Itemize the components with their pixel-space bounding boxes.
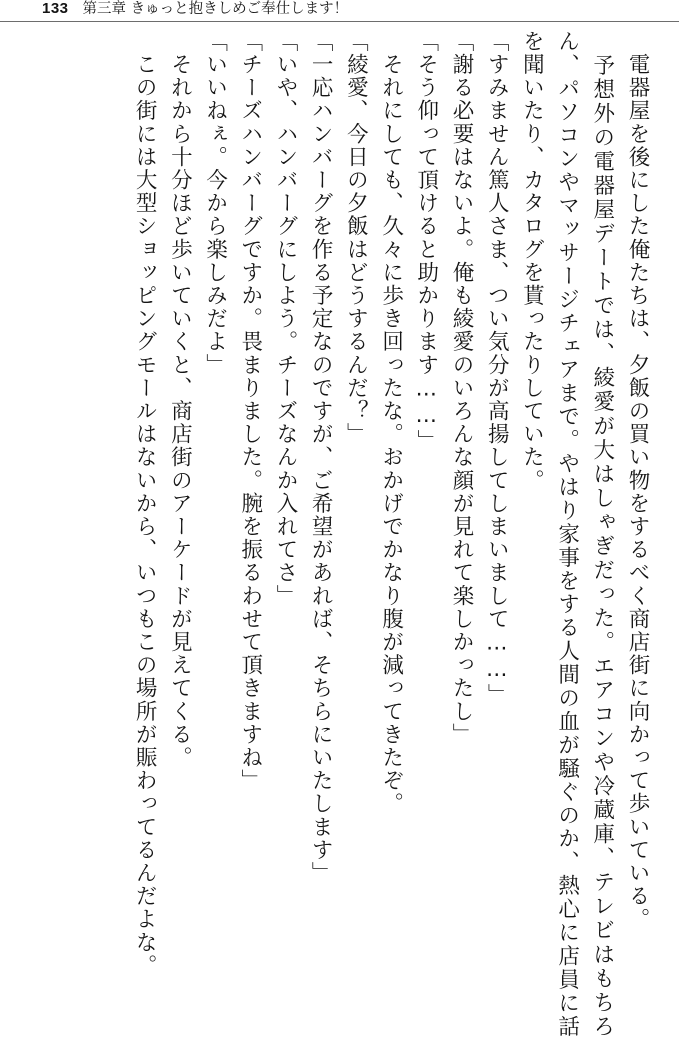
paragraph: この街には大型ショッピングモールはないから、いつもこの場所が賑わってるんだよな。 [132,30,158,978]
paragraph: それにしても、久々に歩き回ったな。おかげでかなり腹が減ってきたぞ。 [378,30,404,816]
paragraph: 「チーズハンバーグですか。畏まりました。腕を振るわせて頂きますね」 [237,30,263,793]
paragraph: 「いいねぇ。今から楽しみだよ」 [202,30,228,377]
paragraph: それから十分ほど歩いていくと、商店街のアーケードが見えてくる。 [167,30,193,770]
paragraph: 予想外の電器屋デートでは、綾愛が大はしゃぎだった。エアコンや冷蔵庫、テレビはもちろん、パソコンやマッサージチェアまで。やはり家事をする人間の血が騒ぐのか、熱心に店員に話を聞いたり、カタログを貰ったりしていた。 [519,30,615,1038]
paragraph: 「謝る必要はないよ。俺も綾愛のいろんな顔が見れて楽しかったし」 [448,30,474,747]
paragraph: 「いや、ハンバーグにしよう。チーズなんか入れてさ」 [272,30,298,608]
paragraph: 電器屋を後にした俺たちは、夕飯の買い物をするべく商店街に向かって歩いている。 [625,30,650,931]
paragraph: 「一応ハンバーグを作る予定なのですが、ご希望があれば、そちらにいたします」 [308,30,334,885]
page-header [0,0,679,22]
vertical-text-block [127,30,655,1038]
chapter-running-title: 第三章 きゅっと抱きしめご奉仕します！ [82,1,349,17]
page-number: 133 [42,0,69,17]
paragraph: 「すみません篤人さま、つい気分が高揚してしまいまして……」 [484,30,510,707]
page-body [0,30,679,1045]
paragraph: 「綾愛、今日の夕飯はどうするんだ？」 [343,30,369,446]
paragraph: 「そう仰って頂けると助かります……」 [413,30,439,453]
